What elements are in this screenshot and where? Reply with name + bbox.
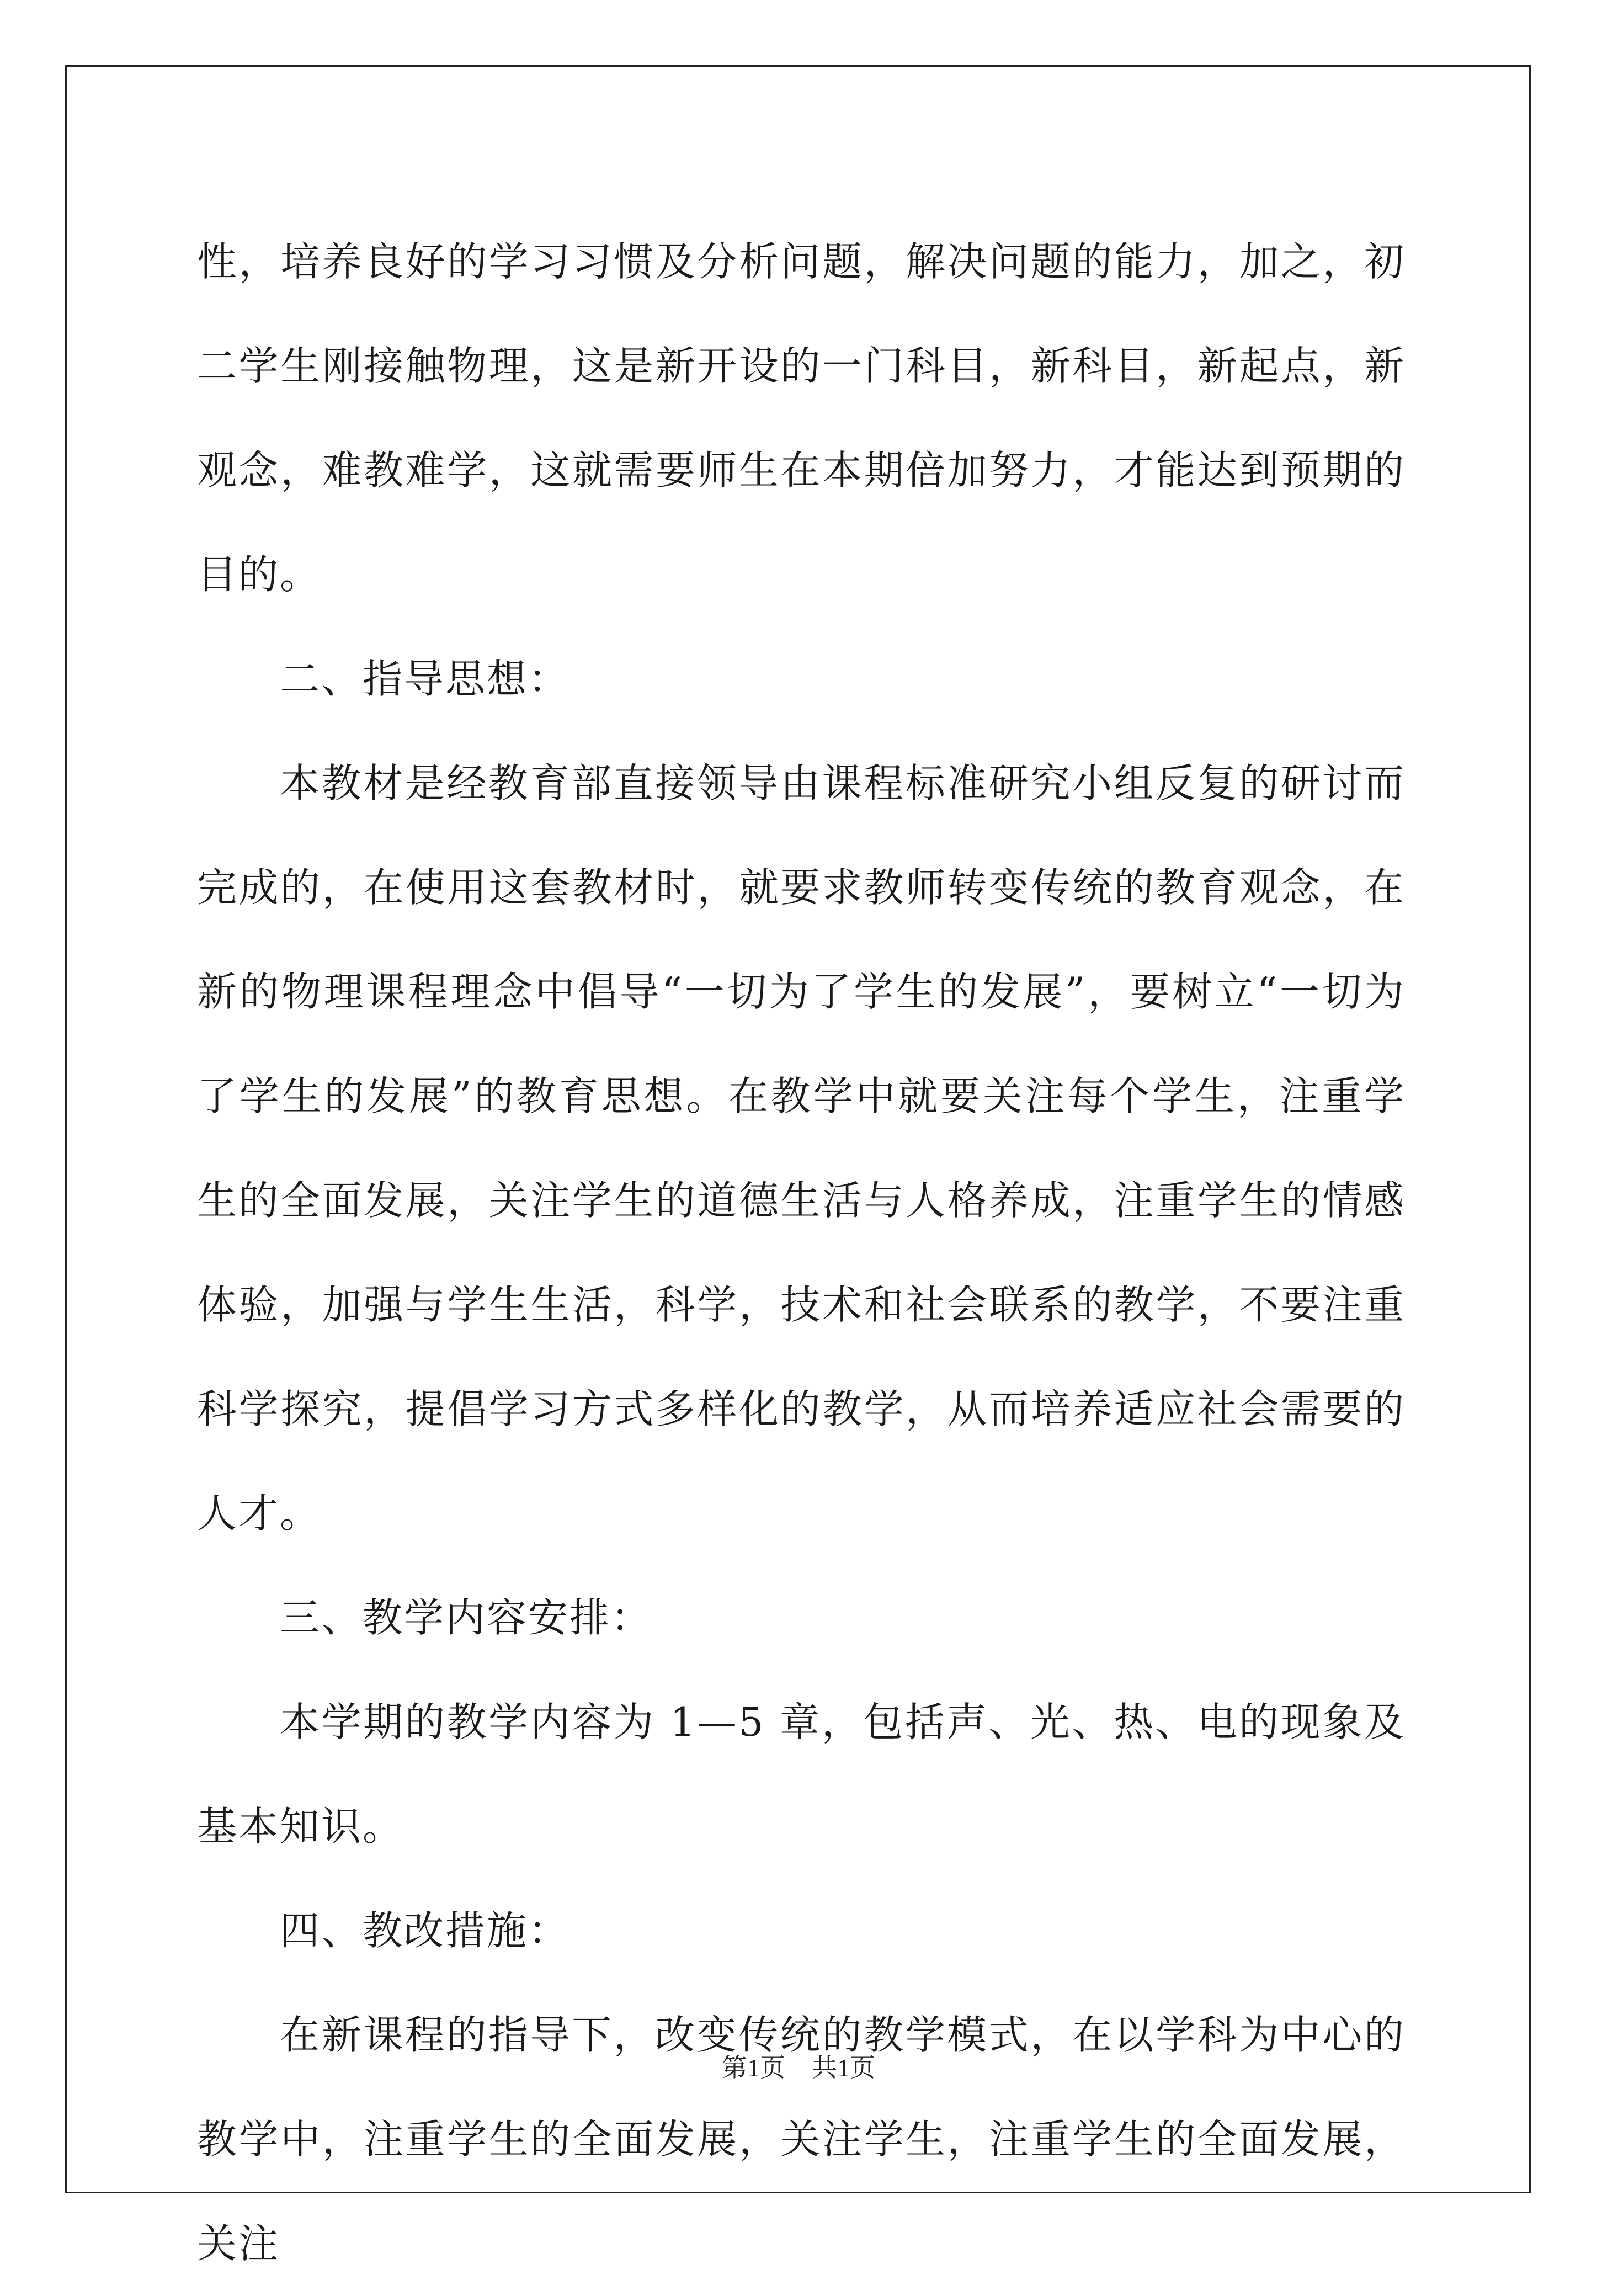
page-number: 第1页 [722,2054,785,2082]
paragraph-intro-continuation: 性，培养良好的学习习惯及分析问题，解决问题的能力，加之，初二学生刚接触物理，这是新开设的一门科目，新科目，新起点，新观念，难教难学，这就需要师生在本期倍加努力，才能达到预期的目的。 [197,238,1406,598]
page-total: 共1页 [812,2054,875,2082]
paragraph-guiding-ideology: 本教材是经教育部直接领导由课程标准研究小组反复的研讨而完成的，在使用这套教材时，就要求教师转变传统的教育观念，在新的物理课程理念中倡导“一切为了学生的发展”，要树立“一切为了学生的发展”的教育思想。在教学中就要关注每个学生，注重学生的全面发展，关注学生的道德生活与人格养成，注重学生的情感体验，加强与学生生活，科学，技术和社会联系的教学，不要注重科学探究，提倡学习方式多样化的教学，从而培养适应社会需要的人才。 [197,760,1406,1537]
heading-teaching-content: 三、教学内容安排： [280,1595,653,1641]
paragraph-reform-measures: 在新课程的指导下，改变传统的教学模式，在以学科为中心的教学中，注重学生的全面发展，关注学生，注重学生的全面发展，关注 [197,2012,1406,2267]
heading-guiding-ideology: 二、指导思想： [280,656,570,702]
paragraph-teaching-content: 本学期的教学内容为 1—5 章，包括声、光、热、电的现象及基本知识。 [197,1699,1406,1849]
document-body [197,210,1406,2296]
heading-reform-measures: 四、教改措施： [280,1907,570,1954]
page-footer [0,2048,1597,2084]
